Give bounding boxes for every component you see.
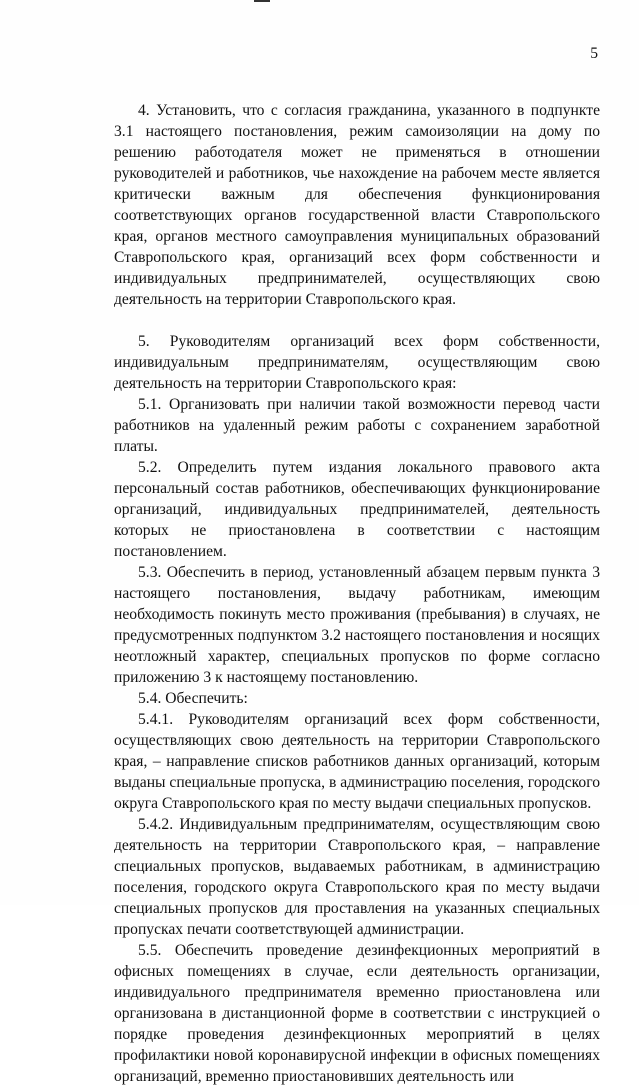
paragraph-5-2: 5.2. Определить путем издания локального правового акта персональный состав работников, обеспечивающих функционирование организаций, индивидуальных предпринимателей, деятельность которых не приостановлена в соответствии с настоящим постановлением. [114,459,600,560]
paragraph-5: 5. Руководителям организаций всех форм собственности, индивидуальным предпринимателям, осуществляющим свою деятельность на территории Ставропольского края: [114,333,600,392]
scan-edge-mark [254,0,270,2]
paragraph-5-1: 5.1. Организовать при наличии такой возможности перевод части работников на удаленный режим работы с сохранением заработной платы. [114,396,600,455]
paragraph-5-5: 5.5. Обеспечить проведение дезинфекционных мероприятий в офисных помещениях в случае, если деятельность организации, индивидуального предпринимателя временно приостановлена или организована в дистанционной форме в соответствии с инструкцией о порядке проведения дезинфекционных мероприятий в целях профилактики новой коронавирусной инфекции в офисных помещениях организаций, временно приостановивших деятельность или [114,942,600,1085]
paragraph-5-4-2: 5.4.2. Индивидуальным предпринимателям, осуществляющим свою деятельность на территории Ставропольского края, – направление специальных пропусков, выдаваемых работникам, в администрацию поселения, городского округа Ставропольского края по месту выдачи специальных пропусков для проставления на указанных специальных пропусках печати соответствующей администрации. [114,816,600,938]
page-number: 5 [590,45,598,62]
paragraph-5-3: 5.3. Обеспечить в период, установленный абзацем первым пункта 3 настоящего постановления, выдачу работникам, имеющим необходимость покинуть место проживания (пребывания) в случаях, не предусмотренных подпунктом 3.2 настоящего постановления и носящих неотложный характер, специальных пропусков по форме согласно приложению 3 к настоящему постановлению. [114,564,600,686]
paragraph-4: 4. Установить, что с согласия гражданина, указанного в подпункте 3.1 настоящего постановления, режим самоизоляции на дому по решению работодателя может не применяться в отношении руководителей и работников, чье нахождение на рабочем месте является критически важным для обеспечения функционирования соответствующих органов государственной власти Ставропольского края, органов местного самоуправления муниципальных образований Ставропольского края, организаций всех форм собственности и индивидуальных предпринимателей, осуществляющих свою деятельность на территории Ставропольского края. [114,102,600,308]
paragraph-5-4-1: 5.4.1. Руководителям организаций всех форм собственности, осуществляющих свою деятельность на территории Ставропольского края, – направление списков работников данных организаций, которым выданы специальные пропуска, в администрацию поселения, городского округа Ставропольского края по месту выдачи специальных пропусков. [114,711,600,812]
paragraph-5-4: 5.4. Обеспечить: [138,690,248,707]
document-body [114,100,600,1087]
